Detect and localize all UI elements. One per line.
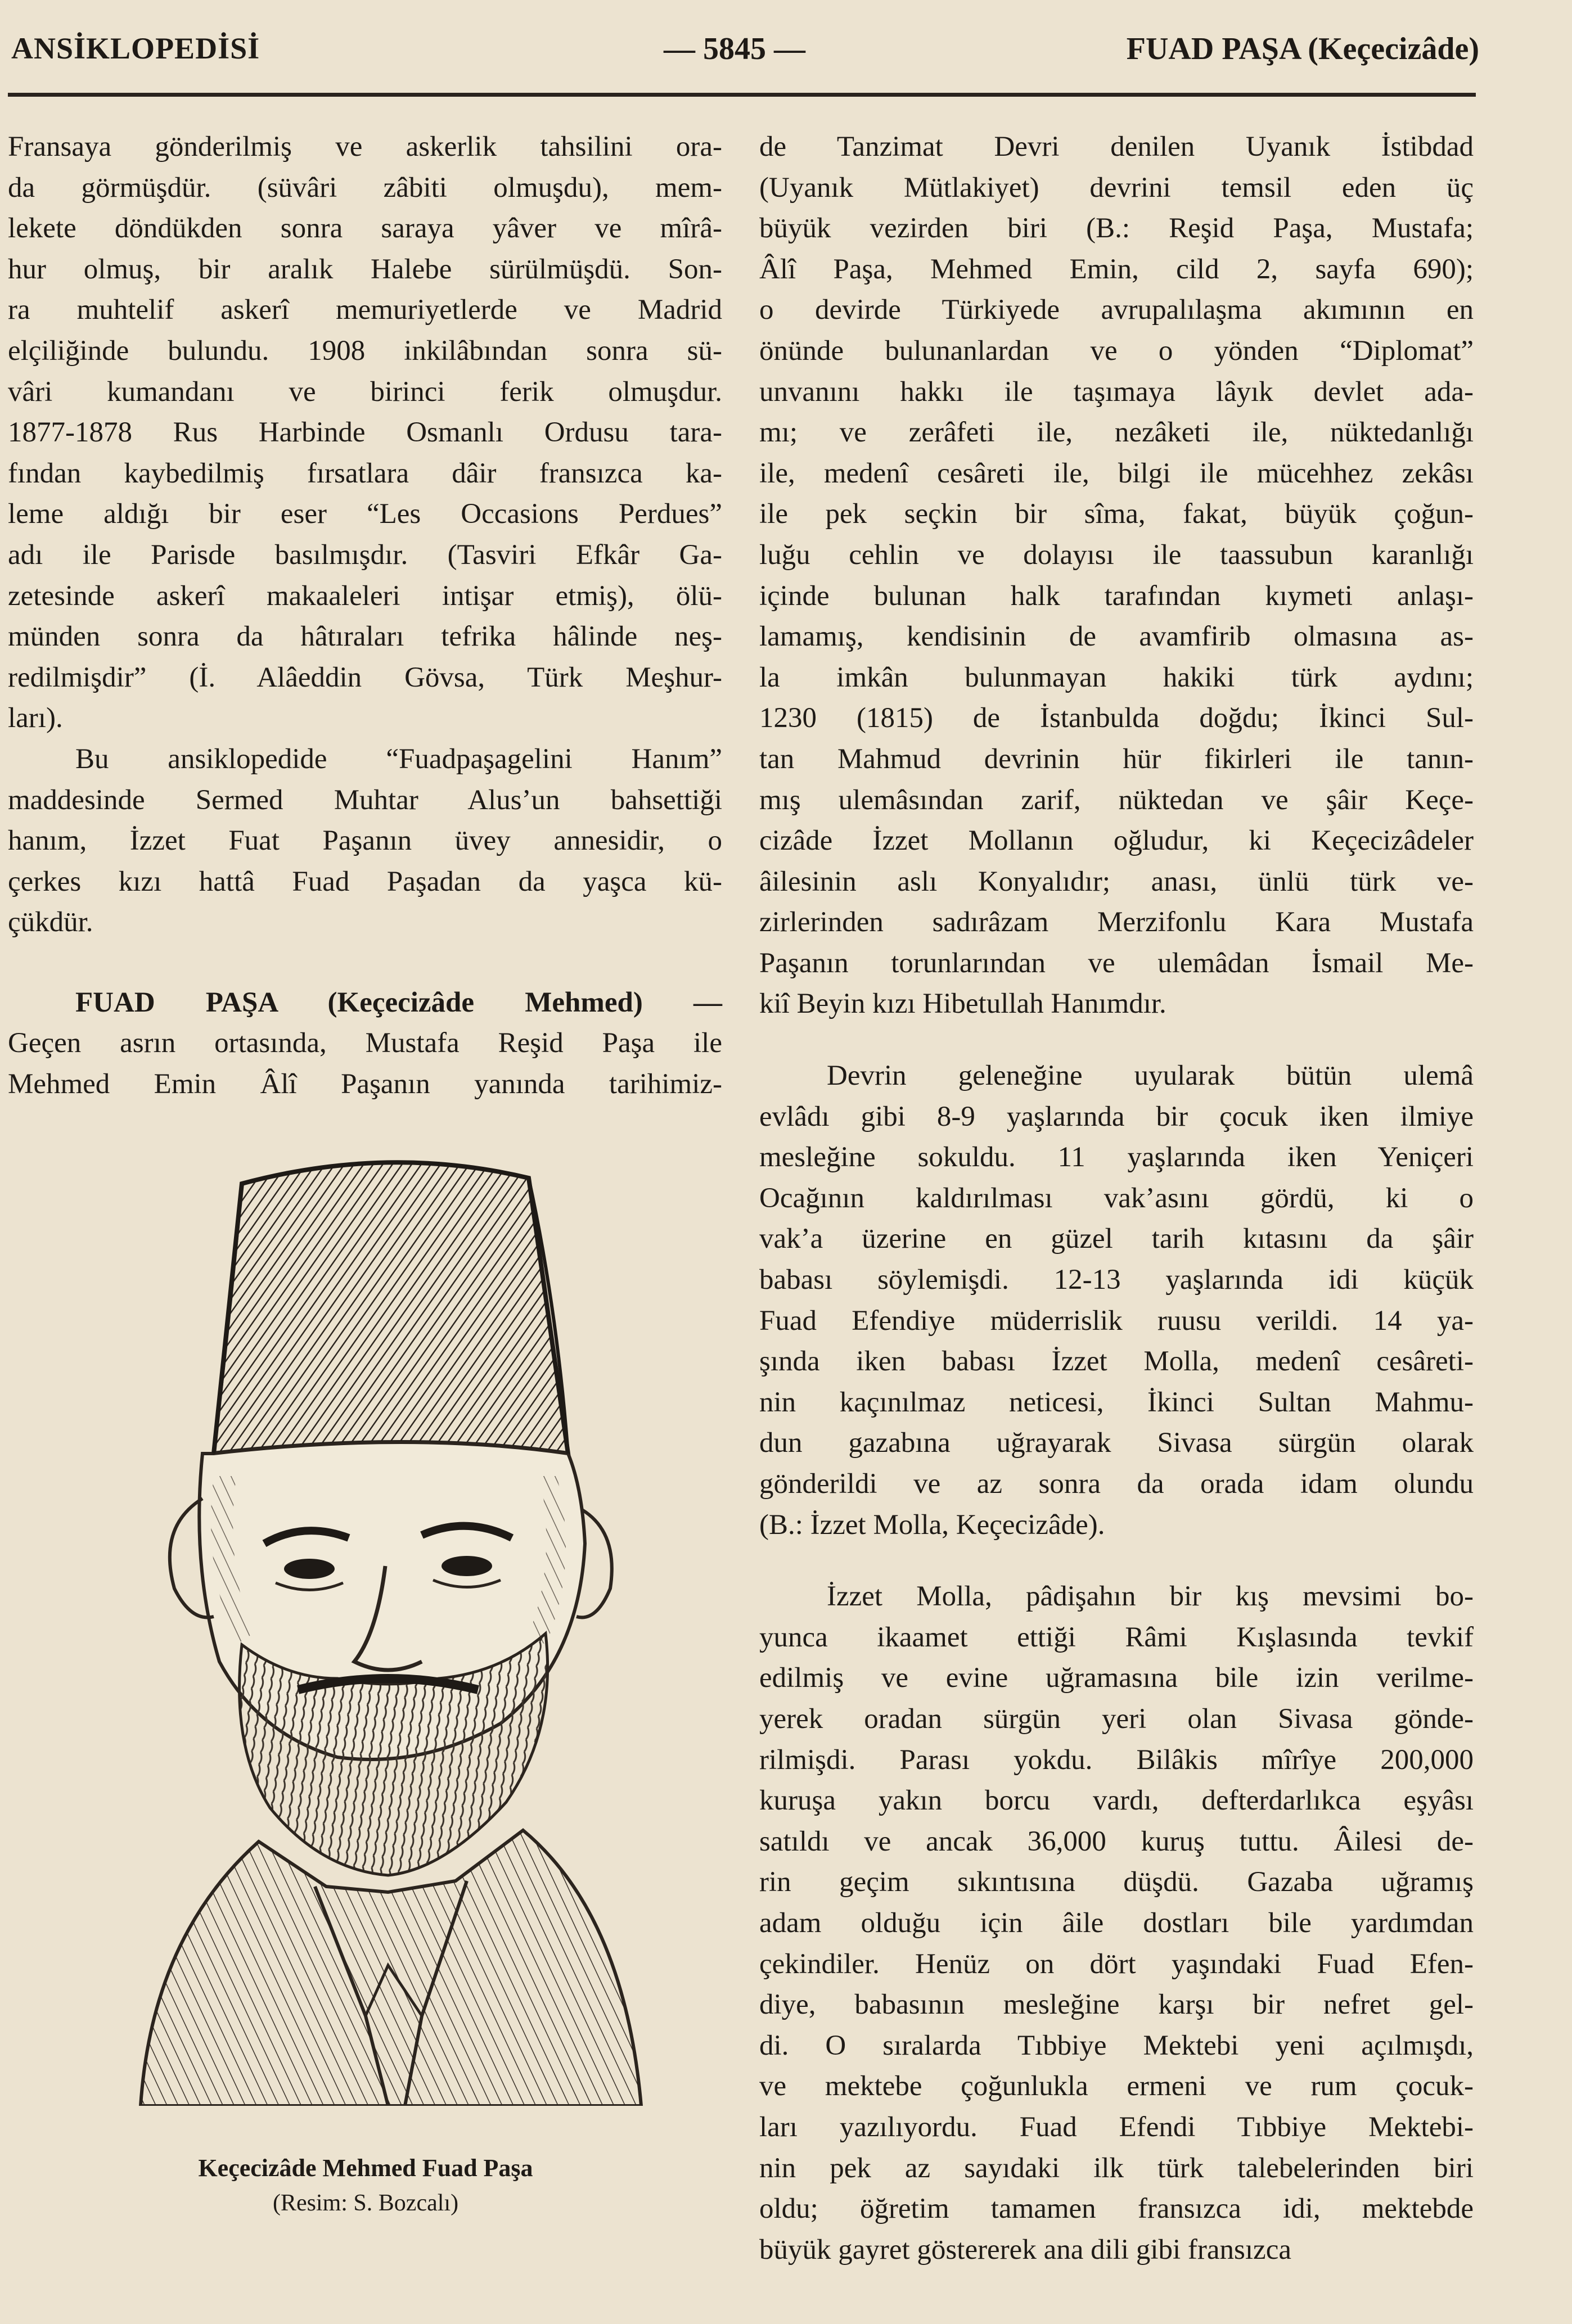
text-line: mış ulemâsından zarif, nüktedan ve şâir Keçe-	[759, 784, 1474, 816]
entry-title: FUAD PAŞA (Keçecizâde Mehmed) —	[75, 986, 722, 1018]
text-line: hur olmuş, bir aralık Halebe sürülmüşdü. Son-	[8, 253, 722, 285]
text-line: dun gazabına uğrayarak Sivasa sürgün olarak	[759, 1427, 1474, 1459]
figure-caption	[84, 2151, 647, 2221]
right-paragraph-1	[759, 127, 1474, 1025]
text-line: zirlerinden sadırâzam Merzifonlu Kara Mustafa	[759, 906, 1474, 938]
text-line: vâri kumandanı ve birinci ferik olmuşdur.	[8, 376, 722, 408]
text-line: maddesinde Sermed Muhtar Alus’un bahsettiği	[8, 784, 722, 816]
text-line: nin pek az sayıdaki ilk türk talebelerinden biri	[759, 2152, 1474, 2184]
text-line: şında iken babası İzzet Molla, medenî cesâreti-	[759, 1346, 1474, 1378]
text-line: lekete döndükden sonra saraya yâver ve mîrâ-	[8, 213, 722, 245]
text-line: Geçen asrın ortasında, Mustafa Reşid Paşa ile	[8, 1027, 722, 1059]
text-line: la imkân bulunmayan hakiki türk aydını;	[759, 661, 1474, 693]
portrait-illustration	[73, 1139, 714, 2106]
text-line: Paşanın torunlarından ve ulemâdan İsmail Me-	[759, 947, 1474, 979]
text-line: yunca ikaamet ettiği Râmi Kışlasında tevkif	[759, 1621, 1474, 1653]
header-encyclopedia-label: ANSİKLOPEDİSİ	[11, 31, 260, 65]
text-line: Fuad Efendiye müderrislik ruusu verildi. 14 ya-	[759, 1305, 1474, 1337]
text-line: büyük vezirden biri (B.: Reşid Paşa, Mustafa;	[759, 213, 1474, 245]
text-line: edilmiş ve evine uğramasına bile izin verilme-	[759, 1662, 1474, 1694]
fez	[214, 1162, 568, 1454]
text-line: ları).	[8, 702, 63, 734]
text-line: o devirde Türkiyede avrupalılaşma akımının en	[759, 294, 1474, 326]
text-line: gönderildi ve az sonra da orada idam olundu	[759, 1468, 1474, 1500]
text-line: önünde bulunanlardan ve o yönden “Diplomat”	[759, 335, 1474, 367]
left-paragraph-1	[8, 127, 722, 739]
text-line: 1877-1878 Rus Harbinde Osmanlı Ordusu tara-	[8, 417, 722, 449]
text-line: rilmişdi. Parası yokdu. Bilâkis mîrîye 200,000	[759, 1744, 1474, 1776]
text-line: 1230 (1815) de İstanbulda doğdu; İkinci Sul-	[759, 702, 1474, 734]
text-line: hanım, İzzet Fuat Paşanın üvey annesidir, o	[8, 825, 722, 857]
text-line: babası söylemişdi. 12-13 yaşlarında idi küçük	[759, 1264, 1474, 1296]
text-line: (B.: İzzet Molla, Keçecizâde).	[759, 1509, 1105, 1541]
text-line: Fransaya gönderilmiş ve askerlik tahsilini ora-	[8, 131, 722, 163]
text-line: mesleğine sokuldu. 11 yaşlarında iken Yeniçeri	[759, 1141, 1474, 1174]
text-line: çekindiler. Henüz on dört yaşındaki Fuad Efen-	[759, 1948, 1474, 1980]
text-line: adam olduğu için âile dostları bile yardımdan	[759, 1907, 1474, 1939]
text-line: ile pek seçkin bir sîma, fakat, büyük çoğun-	[759, 498, 1474, 530]
text-line: ra muhtelif askerî memuriyetlerde ve Madrid	[8, 294, 722, 326]
text-line: Mehmed Emin Âlî Paşanın yanında tarihimiz-	[8, 1068, 722, 1100]
text-line: kuruşa yakın borcu vardı, defterdarlıkca eşyâsı	[759, 1785, 1474, 1817]
text-line: oldu; öğretim tamamen fransızca idi, mektebde	[759, 2193, 1474, 2225]
text-line: luğu cehlin ve dolayısı ile taassubun karanlığı	[759, 539, 1474, 571]
text-line: cizâde İzzet Mollanın oğludur, ki Keçecizâdeler	[759, 825, 1474, 857]
text-line: elçiliğinde bulundu. 1908 inkilâbından sonra sü-	[8, 335, 722, 367]
text-line: Âlî Paşa, Mehmed Emin, cild 2, sayfa 690);	[759, 253, 1474, 285]
left-paragraph-2	[8, 739, 722, 943]
right-paragraph-2	[759, 1055, 1474, 1545]
text-line: redilmişdir” (İ. Alâeddin Gövsa, Türk Meşhur-	[8, 661, 722, 693]
text-line: da görmüşdür. (süvâri zâbiti olmuşdu), mem-	[8, 172, 722, 204]
text-line: diye, babasının mesleğine karşı bir nefret gel-	[759, 1989, 1474, 2021]
text-line: (Uyanık Mütlakiyet) devrini temsil eden üç	[759, 172, 1474, 204]
entry-heading-paragraph	[8, 982, 722, 1105]
text-line: adı ile Parisde basılmışdır. (Tasviri Efkâr Ga-	[8, 539, 722, 571]
text-line: ve mektebe çoğunlukla ermeni ve rum çocuk-	[759, 2070, 1474, 2102]
caption-credit: (Resim: S. Bozcalı)	[272, 2190, 459, 2216]
text-line: mı; ve zerâfeti ile, nezâketi ile, nüktedanlığı	[759, 417, 1474, 449]
text-line: İzzet Molla, pâdişahın bir kış mevsimi bo-	[827, 1581, 1474, 1613]
text-line: Bu ansiklopedide “Fuadpaşagelini Hanım”	[75, 743, 722, 775]
text-line: Ocağının kaldırılması vak’asını gördü, ki o	[759, 1182, 1474, 1214]
text-line: Devrin geleneğine uyularak bütün ulemâ	[827, 1060, 1474, 1092]
text-line: kiî Beyin kızı Hibetullah Hanımdır.	[759, 988, 1166, 1020]
page-header	[6, 31, 1479, 98]
text-line: münden sonra da hâtıraları tefrika hâlinde neş-	[8, 621, 722, 653]
text-line: evlâdı gibi 8-9 yaşlarında bir çocuk iken ilmiye	[759, 1100, 1474, 1132]
text-line: yerek oradan sürgün yeri olan Sivasa gönde-	[759, 1703, 1474, 1735]
text-line: satıldı ve ancak 36,000 kuruş tuttu. Âilesi de-	[759, 1825, 1474, 1857]
right-column	[759, 127, 1474, 2270]
text-line: de Tanzimat Devri denilen Uyanık İstibdad	[759, 131, 1474, 163]
text-line: ları yazılıyordu. Fuad Efendi Tıbbiye Mektebi-	[759, 2111, 1474, 2143]
text-line: çerkes kızı hattâ Fuad Paşadan da yaşca kü-	[8, 865, 722, 897]
text-line: çükdür.	[8, 906, 93, 938]
caption-title: Keçecizâde Mehmed Fuad Paşa	[198, 2154, 533, 2182]
text-line: fından kaybedilmiş fırsatlara dâir fransızca ka-	[8, 457, 722, 489]
text-line: büyük gayret göstererek ana dili gibi fransızca	[759, 2233, 1291, 2266]
text-line: ile, medenî cesâreti ile, bilgi ile mücehhez zekâsı	[759, 457, 1474, 489]
header-rule	[8, 93, 1476, 97]
header-entry-title: FUAD PAŞA (Keçecizâde)	[1126, 31, 1479, 66]
text-line: nin kaçınılmaz neticesi, İkinci Sultan Mahmu-	[759, 1386, 1474, 1418]
text-line: lamamış, kendisinin de avamfirib olmasına as-	[759, 621, 1474, 653]
text-line: di. O sıralarda Tıbbiye Mektebi yeni açılmışdı,	[759, 2029, 1474, 2061]
page-number: — 5845 —	[664, 31, 805, 66]
text-line: içinde bulunan halk tarafından kıymeti anlaşı-	[759, 580, 1474, 612]
right-paragraph-3	[759, 1576, 1474, 2270]
text-line: leme aldığı bir eser “Les Occasions Perdues”	[8, 498, 722, 530]
text-line: âilesinin aslı Konyalıdır; anası, ünlü türk ve-	[759, 865, 1474, 897]
text-line: zetesinde askerî makaaleleri intişar etmiş), ölü-	[8, 580, 722, 612]
text-line: rin geçim sıkıntısına düşdü. Gazaba uğramış	[759, 1866, 1474, 1898]
text-line: unvanını hakkı ile taşımaya lâyık devlet ada-	[759, 376, 1474, 408]
text-line: tan Mahmud devrinin hür fikirleri ile tanın-	[759, 743, 1474, 775]
left-column	[8, 127, 722, 1105]
text-line: vak’a üzerine en güzel tarih kıtasını da şâir	[759, 1223, 1474, 1255]
